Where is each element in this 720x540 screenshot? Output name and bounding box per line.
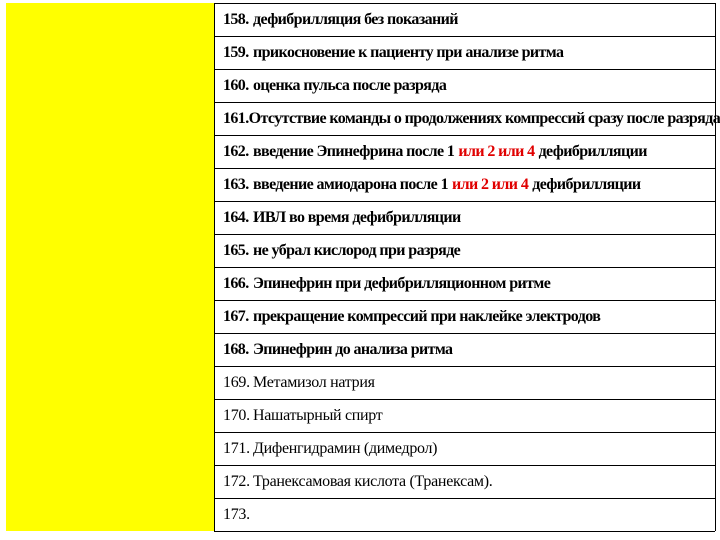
row-text: Транексамовая кислота (Транексам). xyxy=(253,473,493,490)
row-number: 168. xyxy=(223,341,249,358)
error-list-table xyxy=(214,3,720,531)
list-row-161 xyxy=(214,103,720,136)
row-text-prefix: введение амиодарона после 1 xyxy=(253,176,448,193)
row-number: 170. xyxy=(223,407,250,424)
list-row-172 xyxy=(214,466,715,499)
row-number: 158. xyxy=(223,11,249,28)
list-row-163 xyxy=(214,169,715,202)
list-row-159 xyxy=(214,37,715,70)
row-text: Эпинефрин до анализа ритма xyxy=(253,341,453,358)
list-row-162 xyxy=(214,136,715,169)
row-number: 163. xyxy=(223,176,249,193)
row-text: Отсутствие команды о продолжениях компрессий сразу после разряда xyxy=(248,110,720,127)
list-row-167 xyxy=(214,301,715,334)
row-text: Нашатырный спирт xyxy=(253,407,383,424)
row-text: Эпинефрин при дефибрилляционном ритме xyxy=(253,275,551,292)
row-number: 161. xyxy=(223,110,249,127)
row-number: 162. xyxy=(223,143,249,160)
row-number: 164. xyxy=(223,209,249,226)
row-number: 159. xyxy=(223,44,249,61)
row-number: 166. xyxy=(223,275,249,292)
list-row-169 xyxy=(214,367,715,400)
row-number: 160. xyxy=(223,77,249,94)
list-row-173 xyxy=(214,499,715,532)
row-text-suffix: дефибрилляции xyxy=(532,176,641,193)
yellow-side-panel xyxy=(6,3,214,531)
row-text: Дифенгидрамин (димедрол) xyxy=(253,440,438,457)
row-number: 169. xyxy=(223,374,250,391)
row-text: прекращение компрессий при наклейке электродов xyxy=(253,308,601,325)
row-text-prefix: введение Эпинефрина после 1 xyxy=(253,143,455,160)
row-number: 171. xyxy=(223,440,250,457)
list-row-164 xyxy=(214,202,715,235)
row-text: оценка пульса после разряда xyxy=(253,77,447,94)
row-text: Метамизол натрия xyxy=(253,374,375,391)
row-text-suffix: дефибрилляции xyxy=(538,143,647,160)
list-row-158 xyxy=(214,4,715,37)
list-row-171 xyxy=(214,433,715,466)
row-text: прикосновение к пациенту при анализе ритма xyxy=(253,44,564,61)
row-number: 172. xyxy=(223,473,250,490)
list-row-165 xyxy=(214,235,715,268)
list-row-166 xyxy=(214,268,715,301)
row-text: дефибрилляция без показаний xyxy=(253,11,458,28)
list-row-170 xyxy=(214,400,715,433)
row-number: 167. xyxy=(223,308,249,325)
list-row-168 xyxy=(214,334,715,367)
row-text-options-red: или 2 или 4 xyxy=(451,176,529,193)
row-number: 165. xyxy=(223,242,249,259)
list-row-160 xyxy=(214,70,715,103)
row-text: ИВЛ во время дефибрилляции xyxy=(253,209,461,226)
row-number: 173. xyxy=(223,506,250,523)
row-text-options-red: или 2 или 4 xyxy=(458,143,535,160)
row-text: не убрал кислород при разряде xyxy=(253,242,461,259)
